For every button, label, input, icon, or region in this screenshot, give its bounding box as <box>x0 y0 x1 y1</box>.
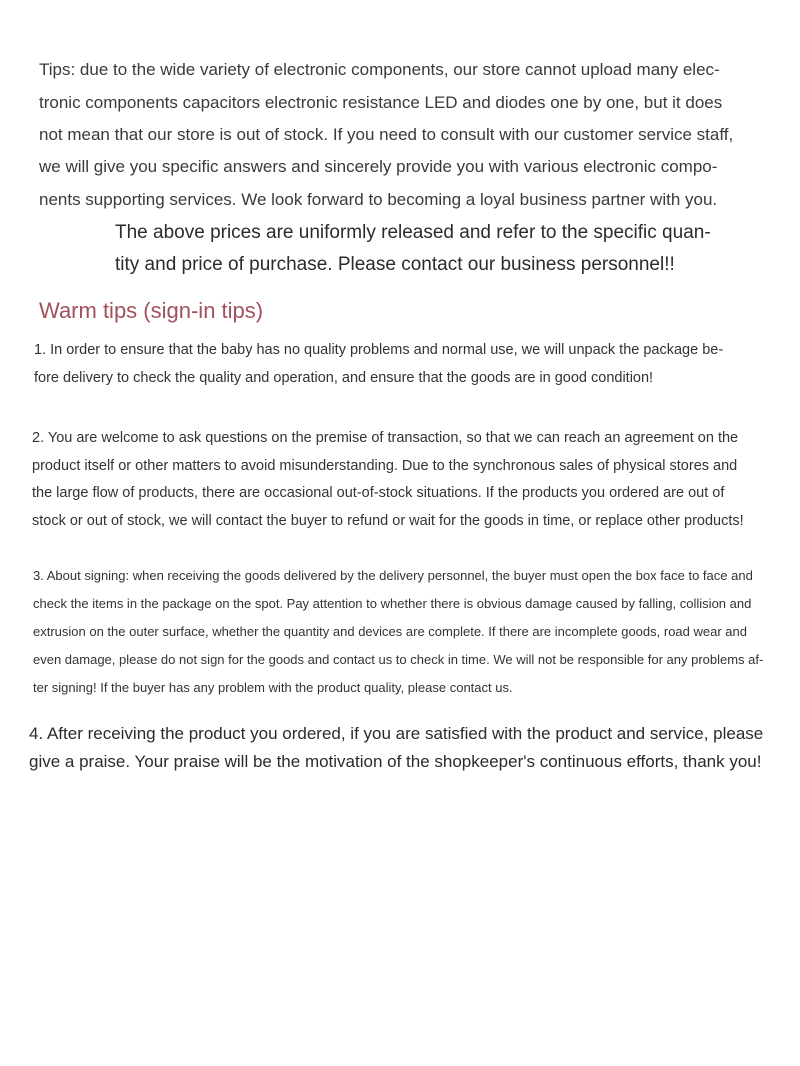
tips-line: nents supporting services. We look forward to becoming a loyal business partner with you. <box>39 190 718 209</box>
warm-tip-line: give a praise. Your praise will be the motivation of the shopkeeper's continuous efforts, thank you! <box>29 752 762 771</box>
warm-tip-line: product itself or other matters to avoid misunderstanding. Due to the synchronous sales of physical stores and <box>32 458 738 474</box>
warm-tip-line: extrusion on the outer surface, whether the quantity and devices are complete. If there are incomplete goods, road wear and <box>33 624 747 639</box>
warm-tip-line: ter signing! If the buyer has any problem with the product quality, please contact us. <box>33 680 513 695</box>
warm-tips-heading: Warm tips (sign-in tips) <box>39 298 264 323</box>
warm-tip-line: 2. You are welcome to ask questions on the premise of transaction, so that we can reach an agreement on the <box>32 430 739 446</box>
price-notice-line: tity and price of purchase. Please contact our business personnel!! <box>115 254 675 275</box>
warm-tip-line: 4. After receiving the product you ordered, if you are satisfied with the product and service, please <box>29 724 764 743</box>
tips-line: not mean that our store is out of stock. If you need to consult with our customer service staff, <box>39 125 734 144</box>
tips-line: we will give you specific answers and sincerely provide you with various electronic compo- <box>39 157 718 176</box>
warm-tip-line: fore delivery to check the quality and operation, and ensure that the goods are in good condition! <box>34 370 654 386</box>
warm-tip-line: 3. About signing: when receiving the goods delivered by the delivery personnel, the buyer must open the box face to face and <box>33 568 753 583</box>
warm-tip-line: the large flow of products, there are occasional out-of-stock situations. If the products you ordered are out of <box>32 485 725 501</box>
price-notice-line: The above prices are uniformly released and refer to the specific quan- <box>115 222 711 243</box>
warm-tip-line: check the items in the package on the spot. Pay attention to whether there is obvious damage caused by falling, collision and <box>33 596 752 611</box>
tips-line: tronic components capacitors electronic resistance LED and diodes one by one, but it does <box>39 93 723 112</box>
warm-tip-line: even damage, please do not sign for the goods and contact us to check in time. We will not be responsible for any problems af- <box>33 652 764 667</box>
warm-tip-line: stock or out of stock, we will contact the buyer to refund or wait for the goods in time, or replace other products! <box>32 513 744 529</box>
warm-tip-line: 1. In order to ensure that the baby has no quality problems and normal use, we will unpack the package be- <box>34 342 724 358</box>
tips-line: Tips: due to the wide variety of electronic components, our store cannot upload many elec- <box>39 60 720 79</box>
